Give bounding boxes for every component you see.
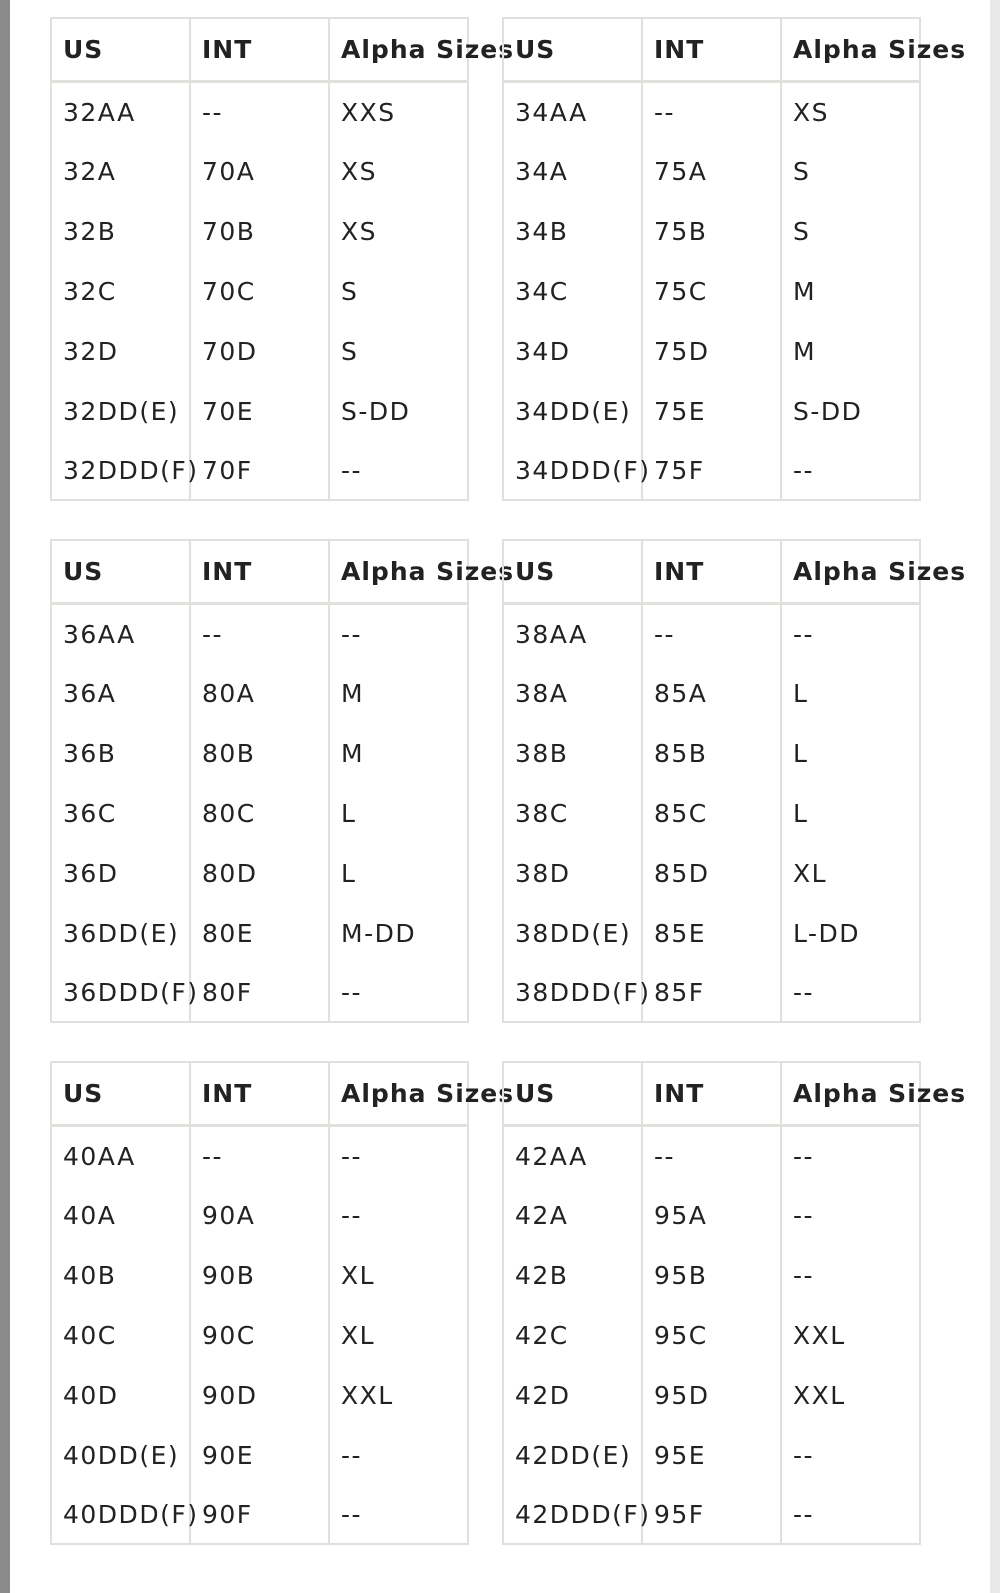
size-table-4 bbox=[502, 539, 967, 1023]
header-us: US bbox=[51, 18, 190, 82]
cell-alpha-size: -- bbox=[781, 1126, 920, 1186]
cell-alpha-size: -- bbox=[781, 604, 920, 664]
cell-alpha-size: XL bbox=[781, 843, 920, 903]
cell-us: 34C bbox=[503, 261, 642, 321]
cell-us: 40B bbox=[51, 1245, 190, 1305]
cell-alpha-size: M bbox=[329, 663, 468, 723]
table-row bbox=[51, 963, 468, 1022]
cell-alpha-size: -- bbox=[781, 963, 920, 1022]
table-row bbox=[51, 783, 468, 843]
cell-us: 34DD(E) bbox=[503, 381, 642, 441]
cell-int: -- bbox=[190, 1126, 329, 1186]
table-row bbox=[503, 783, 920, 843]
cell-int: 95A bbox=[642, 1185, 781, 1245]
cell-int: 90F bbox=[190, 1485, 329, 1544]
cell-us: 32B bbox=[51, 201, 190, 261]
cell-us: 36DD(E) bbox=[51, 903, 190, 963]
table-row bbox=[51, 1305, 468, 1365]
cell-int: 75F bbox=[642, 441, 781, 500]
header-alpha-sizes: Alpha Sizes bbox=[329, 1062, 468, 1126]
header-int: INT bbox=[642, 1062, 781, 1126]
cell-us: 42C bbox=[503, 1305, 642, 1365]
cell-alpha-size: -- bbox=[329, 1185, 468, 1245]
cell-int: 95C bbox=[642, 1305, 781, 1365]
cell-alpha-size: XS bbox=[329, 141, 468, 201]
cell-int: 90C bbox=[190, 1305, 329, 1365]
cell-us: 42DDD(F) bbox=[503, 1485, 642, 1544]
cell-int: 80D bbox=[190, 843, 329, 903]
cell-int: -- bbox=[642, 82, 781, 142]
cell-us: 38A bbox=[503, 663, 642, 723]
cell-alpha-size: XL bbox=[329, 1245, 468, 1305]
cell-int: 75C bbox=[642, 261, 781, 321]
cell-us: 32D bbox=[51, 321, 190, 381]
cell-alpha-size: L bbox=[781, 663, 920, 723]
table-row bbox=[51, 843, 468, 903]
cell-alpha-size: S bbox=[781, 141, 920, 201]
cell-int: -- bbox=[190, 82, 329, 142]
table-row bbox=[51, 1245, 468, 1305]
table-row bbox=[51, 261, 468, 321]
cell-alpha-size: M bbox=[781, 321, 920, 381]
header-us: US bbox=[51, 1062, 190, 1126]
table-row bbox=[51, 441, 468, 500]
table-row bbox=[503, 441, 920, 500]
table-row bbox=[503, 663, 920, 723]
header-row bbox=[51, 1062, 468, 1126]
cell-int: 85E bbox=[642, 903, 781, 963]
cell-us: 32A bbox=[51, 141, 190, 201]
cell-int: -- bbox=[642, 1126, 781, 1186]
table-row bbox=[51, 1425, 468, 1485]
header-row bbox=[503, 540, 920, 604]
cell-int: 95F bbox=[642, 1485, 781, 1544]
header-alpha-sizes: Alpha Sizes bbox=[329, 540, 468, 604]
cell-us: 34DDD(F) bbox=[503, 441, 642, 500]
table-row bbox=[51, 1185, 468, 1245]
cell-int: 70D bbox=[190, 321, 329, 381]
cell-alpha-size: S bbox=[329, 261, 468, 321]
cell-us: 36AA bbox=[51, 604, 190, 664]
table-row bbox=[503, 843, 920, 903]
cell-alpha-size: XXL bbox=[781, 1365, 920, 1425]
cell-us: 38C bbox=[503, 783, 642, 843]
table-row bbox=[503, 723, 920, 783]
header-us: US bbox=[503, 540, 642, 604]
cell-alpha-size: S-DD bbox=[781, 381, 920, 441]
cell-alpha-size: M bbox=[329, 723, 468, 783]
cell-us: 32DD(E) bbox=[51, 381, 190, 441]
cell-int: 75A bbox=[642, 141, 781, 201]
cell-us: 40DD(E) bbox=[51, 1425, 190, 1485]
header-us: US bbox=[503, 18, 642, 82]
cell-int: 70E bbox=[190, 381, 329, 441]
cell-alpha-size: XXL bbox=[329, 1365, 468, 1425]
cell-int: 85B bbox=[642, 723, 781, 783]
table-row bbox=[51, 1365, 468, 1425]
cell-us: 38DDD(F) bbox=[503, 963, 642, 1022]
table-row bbox=[503, 1305, 920, 1365]
cell-us: 38AA bbox=[503, 604, 642, 664]
cell-alpha-size: L bbox=[781, 723, 920, 783]
cell-alpha-size: -- bbox=[329, 963, 468, 1022]
cell-int: 80C bbox=[190, 783, 329, 843]
table-row bbox=[503, 1185, 920, 1245]
cell-alpha-size: L bbox=[329, 843, 468, 903]
cell-alpha-size: XXS bbox=[329, 82, 468, 142]
cell-int: 85C bbox=[642, 783, 781, 843]
header-alpha-sizes: Alpha Sizes bbox=[329, 18, 468, 82]
cell-us: 36DDD(F) bbox=[51, 963, 190, 1022]
cell-alpha-size: -- bbox=[329, 1126, 468, 1186]
table-row bbox=[503, 381, 920, 441]
header-us: US bbox=[503, 1062, 642, 1126]
table-row bbox=[51, 321, 468, 381]
cell-alpha-size: XXL bbox=[781, 1305, 920, 1365]
cell-alpha-size: L bbox=[781, 783, 920, 843]
cell-int: 70A bbox=[190, 141, 329, 201]
cell-us: 32C bbox=[51, 261, 190, 321]
header-row bbox=[51, 540, 468, 604]
cell-us: 34AA bbox=[503, 82, 642, 142]
cell-int: 75D bbox=[642, 321, 781, 381]
cell-us: 32DDD(F) bbox=[51, 441, 190, 500]
cell-alpha-size: S bbox=[329, 321, 468, 381]
cell-alpha-size: -- bbox=[329, 441, 468, 500]
cell-alpha-size: -- bbox=[329, 1485, 468, 1544]
header-int: INT bbox=[190, 540, 329, 604]
cell-int: 70C bbox=[190, 261, 329, 321]
cell-us: 40A bbox=[51, 1185, 190, 1245]
header-int: INT bbox=[190, 18, 329, 82]
cell-int: -- bbox=[642, 604, 781, 664]
size-table-5 bbox=[50, 1061, 515, 1545]
cell-us: 42D bbox=[503, 1365, 642, 1425]
header-alpha-sizes: Alpha Sizes bbox=[781, 1062, 920, 1126]
cell-alpha-size: -- bbox=[329, 1425, 468, 1485]
cell-int: 90E bbox=[190, 1425, 329, 1485]
table-row bbox=[503, 963, 920, 1022]
cell-us: 34D bbox=[503, 321, 642, 381]
table-row bbox=[503, 903, 920, 963]
cell-int: 80B bbox=[190, 723, 329, 783]
cell-int: 80F bbox=[190, 963, 329, 1022]
header-int: INT bbox=[642, 540, 781, 604]
cell-us: 32AA bbox=[51, 82, 190, 142]
cell-us: 40C bbox=[51, 1305, 190, 1365]
table-row bbox=[503, 1485, 920, 1544]
cell-us: 42B bbox=[503, 1245, 642, 1305]
table-row bbox=[51, 604, 468, 664]
cell-int: -- bbox=[190, 604, 329, 664]
cell-alpha-size: -- bbox=[781, 1185, 920, 1245]
cell-alpha-size: -- bbox=[781, 1245, 920, 1305]
cell-int: 90D bbox=[190, 1365, 329, 1425]
cell-int: 80E bbox=[190, 903, 329, 963]
table-row bbox=[51, 1485, 468, 1544]
header-alpha-sizes: Alpha Sizes bbox=[781, 18, 920, 82]
table-row bbox=[503, 1245, 920, 1305]
left-edge bbox=[0, 0, 10, 1593]
cell-int: 70B bbox=[190, 201, 329, 261]
header-int: INT bbox=[642, 18, 781, 82]
cell-alpha-size: L bbox=[329, 783, 468, 843]
table-row bbox=[51, 663, 468, 723]
cell-alpha-size: -- bbox=[781, 1485, 920, 1544]
cell-us: 38B bbox=[503, 723, 642, 783]
right-edge bbox=[990, 0, 1000, 1593]
header-alpha-sizes: Alpha Sizes bbox=[781, 540, 920, 604]
header-row bbox=[51, 18, 468, 82]
cell-us: 34B bbox=[503, 201, 642, 261]
cell-alpha-size: XL bbox=[329, 1305, 468, 1365]
cell-int: 85D bbox=[642, 843, 781, 903]
cell-us: 42DD(E) bbox=[503, 1425, 642, 1485]
cell-us: 36C bbox=[51, 783, 190, 843]
cell-alpha-size: XS bbox=[781, 82, 920, 142]
cell-alpha-size: -- bbox=[781, 441, 920, 500]
cell-alpha-size: XS bbox=[329, 201, 468, 261]
cell-us: 40AA bbox=[51, 1126, 190, 1186]
table-row bbox=[51, 82, 468, 142]
cell-alpha-size: L-DD bbox=[781, 903, 920, 963]
cell-int: 85F bbox=[642, 963, 781, 1022]
table-row bbox=[51, 141, 468, 201]
table-row bbox=[503, 1425, 920, 1485]
cell-alpha-size: -- bbox=[781, 1425, 920, 1485]
table-row bbox=[503, 82, 920, 142]
cell-int: 95D bbox=[642, 1365, 781, 1425]
cell-us: 38DD(E) bbox=[503, 903, 642, 963]
cell-us: 42AA bbox=[503, 1126, 642, 1186]
size-table-2 bbox=[502, 17, 967, 501]
header-row bbox=[503, 18, 920, 82]
cell-int: 75E bbox=[642, 381, 781, 441]
cell-int: 80A bbox=[190, 663, 329, 723]
cell-int: 95E bbox=[642, 1425, 781, 1485]
cell-alpha-size: S-DD bbox=[329, 381, 468, 441]
table-row bbox=[51, 201, 468, 261]
size-table-1 bbox=[50, 17, 515, 501]
cell-alpha-size: -- bbox=[329, 604, 468, 664]
cell-int: 90A bbox=[190, 1185, 329, 1245]
cell-us: 38D bbox=[503, 843, 642, 903]
header-row bbox=[503, 1062, 920, 1126]
size-table-6 bbox=[502, 1061, 967, 1545]
cell-int: 85A bbox=[642, 663, 781, 723]
cell-int: 95B bbox=[642, 1245, 781, 1305]
cell-us: 36D bbox=[51, 843, 190, 903]
table-row bbox=[503, 1365, 920, 1425]
table-row bbox=[503, 201, 920, 261]
cell-us: 36B bbox=[51, 723, 190, 783]
cell-int: 75B bbox=[642, 201, 781, 261]
cell-alpha-size: M bbox=[781, 261, 920, 321]
table-row bbox=[51, 1126, 468, 1186]
header-int: INT bbox=[190, 1062, 329, 1126]
cell-alpha-size: S bbox=[781, 201, 920, 261]
table-row bbox=[51, 903, 468, 963]
cell-int: 70F bbox=[190, 441, 329, 500]
table-row bbox=[51, 381, 468, 441]
cell-us: 42A bbox=[503, 1185, 642, 1245]
cell-alpha-size: M-DD bbox=[329, 903, 468, 963]
table-row bbox=[503, 1126, 920, 1186]
cell-us: 40DDD(F) bbox=[51, 1485, 190, 1544]
size-table-3 bbox=[50, 539, 515, 1023]
cell-us: 34A bbox=[503, 141, 642, 201]
header-us: US bbox=[51, 540, 190, 604]
table-row bbox=[503, 261, 920, 321]
table-row bbox=[503, 141, 920, 201]
cell-us: 36A bbox=[51, 663, 190, 723]
table-row bbox=[503, 321, 920, 381]
cell-us: 40D bbox=[51, 1365, 190, 1425]
table-row bbox=[51, 723, 468, 783]
table-row bbox=[503, 604, 920, 664]
cell-int: 90B bbox=[190, 1245, 329, 1305]
